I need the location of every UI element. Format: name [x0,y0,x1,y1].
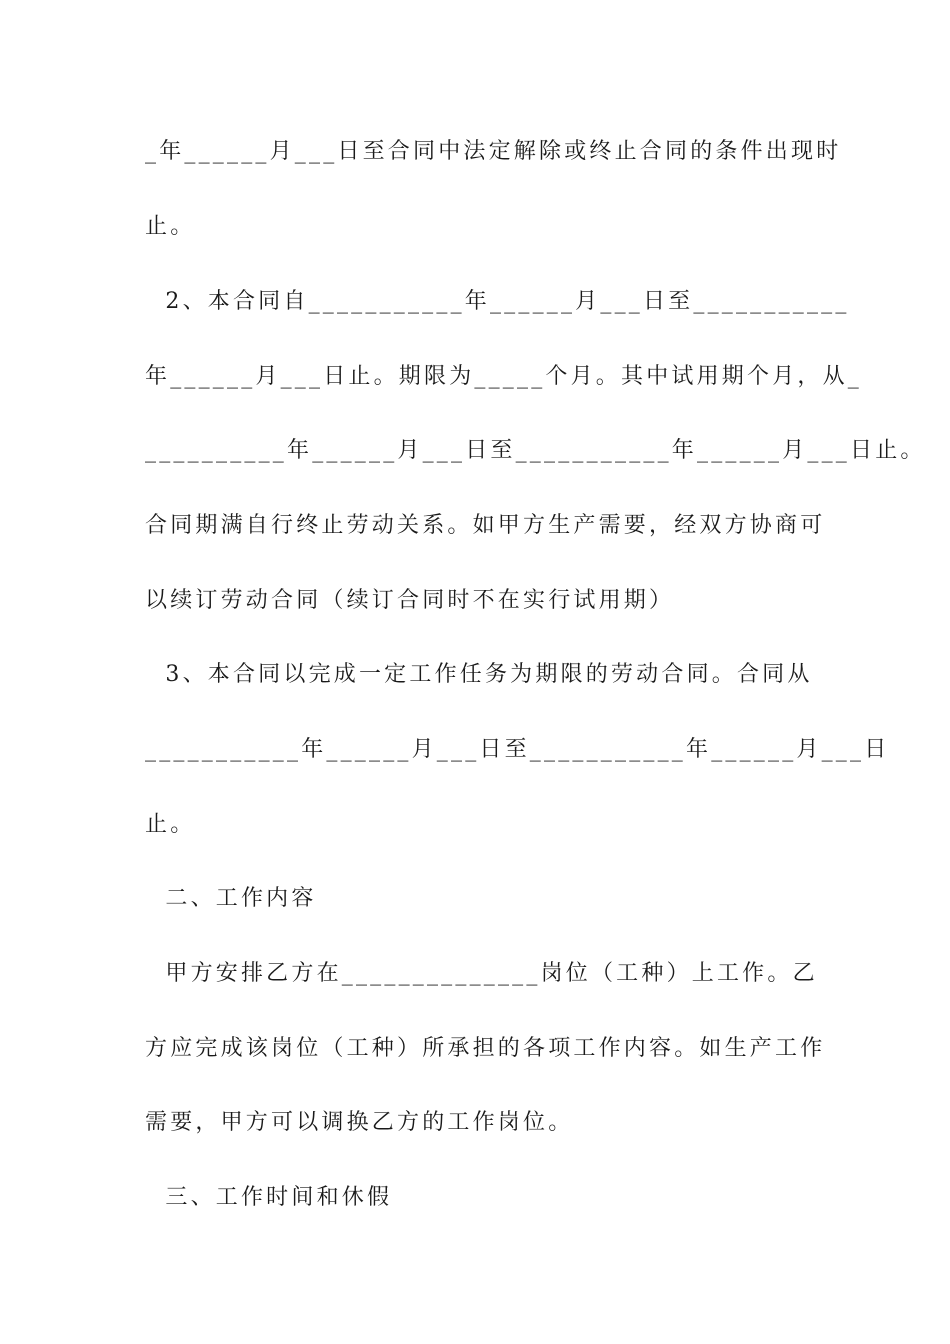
text-line: 年______月___日止。期限为_____个月。其中试用期个月，从_ [145,364,863,389]
section-heading: 二、工作内容 [145,886,317,911]
text-line: 方应完成该岗位（工种）所承担的各项工作内容。如生产工作 [145,1036,826,1061]
text-line: 甲方安排乙方在______________岗位（工种）上工作。乙 [145,961,818,986]
section-heading: 三、工作时间和休假 [145,1185,393,1210]
text-line: 以续订劳动合同（续订合同时不在实行试用期） [145,588,675,613]
text-line: 2、本合同自___________年______月___日至___________ [145,289,850,314]
text-line: _年______月___日至合同中法定解除或终止合同的条件出现时 [145,139,842,164]
text-line: 需要，甲方可以调换乙方的工作岗位。 [145,1110,574,1135]
text-line: __________年______月___日至___________年______月___日止。 [145,438,926,463]
text-line: ___________年______月___日至___________年______月___日 [145,737,890,762]
text-line: 止。 [145,812,196,837]
text-line: 3、本合同以完成一定工作任务为期限的劳动合同。合同从 [145,662,813,687]
text-line: 止。 [145,214,196,239]
text-line: 合同期满自行终止劳动关系。如甲方生产需要，经双方协商可 [145,513,826,538]
